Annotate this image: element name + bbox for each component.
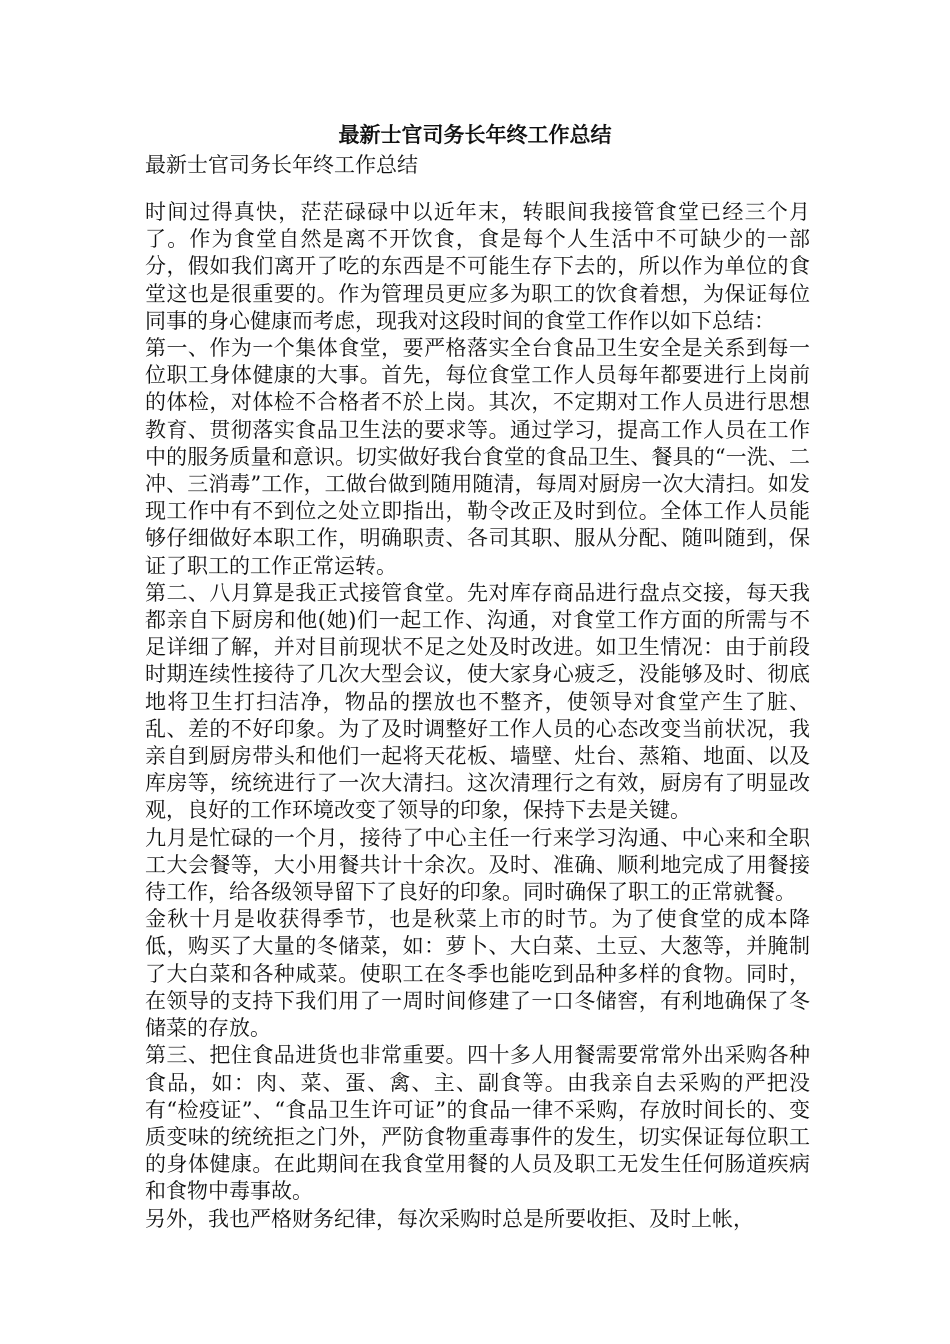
paragraph-first-point: 第一、作为一个集体食堂，要严格落实全台食品卫生安全是关系到每一位职工身体健康的大事。首先，每位食堂工作人员每年都要进行上岗前的体检，对体检不合格者不於上岗。其次，不定期对工作人员进行思想教育、贯彻落实食品卫生法的要求等。通过学习，提高工作人员在工作中的服务质量和意识。切实做好我台食堂的食品卫生、餐具的“一洗、二冲、三消毒”工作，工做台做到随用随清，每周对厨房一次大清扫。如发现工作中有不到位之处立即指出，勒令改正及时到位。全体工作人员能够仔细做好本职工作，明确职责、各司其职、服从分配、随叫随到，保证了职工的工作正常运转。	[145, 336, 810, 578]
paragraph-september: 九月是忙碌的一个月，接待了中心主任一行来学习沟通、中心来和全职工大会餐等，大小用餐共计十余次。及时、准确、顺利地完成了用餐接待工作，给各级领导留下了良好的印象。同时确保了职工的正常就餐。	[145, 825, 810, 905]
paragraph-second-point: 第二、八月算是我正式接管食堂。先对库存商品进行盘点交接，每天我都亲自下厨房和他(她)们一起工作、沟通，对食堂工作方面的所需与不足详细了解，并对目前现状不足之处及时改进。如卫生情况：由于前段时期连续性接待了几次大型会议，使大家身心疲乏，没能够及时、彻底地将卫生打扫洁净，物品的摆放也不整齐，使领导对食堂产生了脏、乱、差的不好印象。为了及时调整好工作人员的心态改变当前状况，我亲自到厨房带头和他们一起将天花板、墙壁、灶台、蒸箱、地面、以及库房等，统统进行了一次大清扫。这次清理行之有效，厨房有了明显改观，良好的工作环境改变了领导的印象，保持下去是关键。	[145, 580, 810, 823]
paragraph-finance: 另外，我也严格财务纪律，每次采购时总是所要收拒、及时上帐，	[145, 1206, 754, 1231]
paragraph-october: 金秋十月是收获得季节，也是秋菜上市的时节。为了使食堂的成本降低，购买了大量的冬储菜，如：萝卜、大白菜、土豆、大葱等，并腌制了大白菜和各种咸菜。使职工在冬季也能吃到品种多样的食物。同时，在领导的支持下我们用了一周时间修建了一口冬储窖，有利地确保了冬储菜的存放。	[145, 907, 810, 1041]
paragraph-intro: 时间过得真快，茫茫碌碌中以近年末，转眼间我接管食堂已经三个月了。作为食堂自然是离不开饮食，食是每个人生活中不可缺少的一部分，假如我们离开了吃的东西是不可能生存下去的，所以作为单位的食堂这也是很重要的。作为管理员更应多为职工的饮食着想，为保证每位同事的身心健康而考虑，现我对这段时间的食堂工作作以如下总结：	[145, 200, 810, 333]
document-body	[145, 199, 810, 1233]
document-title: 最新士官司务长年终工作总结	[338, 122, 612, 147]
document-subtitle: 最新士官司务长年终工作总结	[145, 153, 418, 177]
paragraph-third-point: 第三、把住食品进货也非常重要。四十多人用餐需要常常外出采购各种食品，如：肉、菜、蛋、禽、主、副食等。由我亲自去采购的严把没有“检疫证”、“食品卫生许可证”的食品一律不采购，存放时间长的、变质变味的统统拒之门外，严防食物重毒事件的发生，切实保证每位职工的身体健康。在此期间在我食堂用餐的人员及职工无发生任何肠道疾病和食物中毒事故。	[145, 1043, 810, 1204]
